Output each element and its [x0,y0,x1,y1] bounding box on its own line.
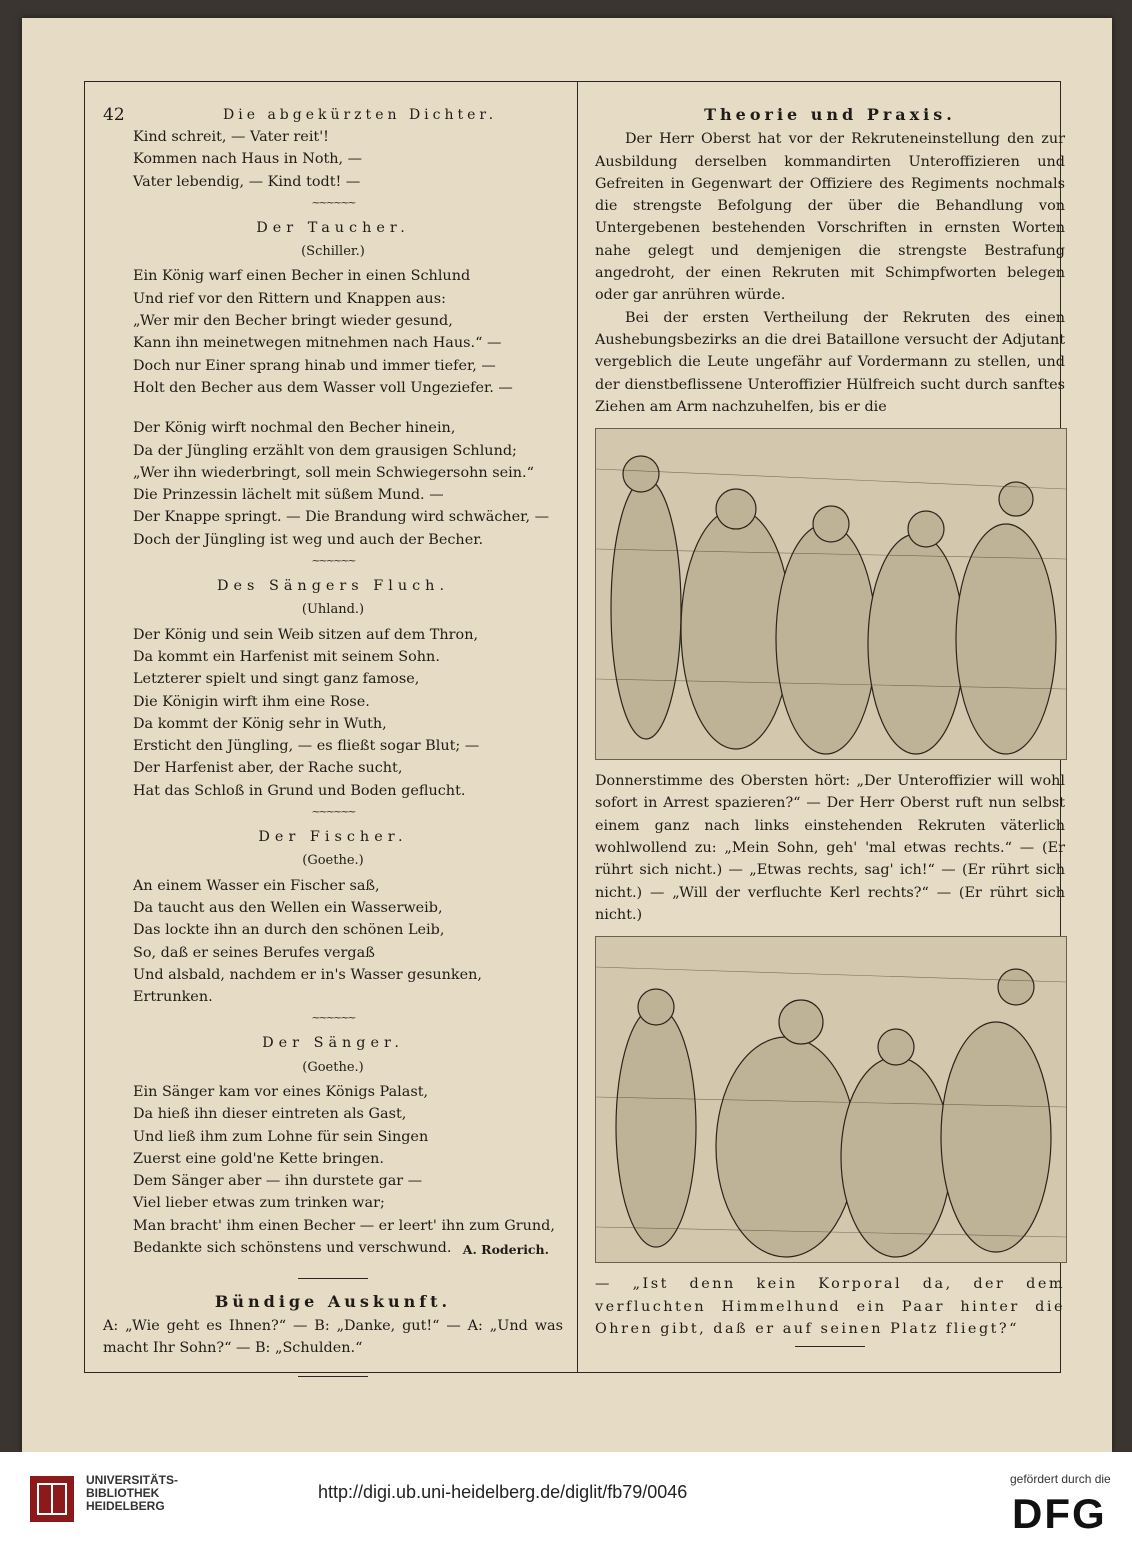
verse-line: Ersticht den Jüngling, — es fließt sogar Blut; — [133,738,480,755]
verse-line: „Wer ihn wiederbringt, soll mein Schwiegersohn sein.“ [133,464,534,481]
poem-title: Der Sänger. [262,1035,404,1052]
scanned-page [22,18,1112,1452]
poem-title: Der Taucher. [256,219,410,236]
verse-line: Hat das Schloß in Grund und Boden geflucht. [133,782,466,799]
verse-line: Ertrunken. [133,989,213,1006]
dfg-logo: DFG [1012,1490,1107,1537]
university-name: UNIVERSITÄTS- BIBLIOTHEK HEIDELBERG [86,1473,179,1513]
ornament-divider: ~~~~~~ [311,1011,355,1025]
verse-line: Und ließ ihm zum Lohne für sein Singen [133,1128,429,1145]
ornament-divider: ~~~~~~ [311,195,355,209]
page-header [103,104,563,126]
source-url-link[interactable]: http://digi.ub.uni-heidelberg.de/diglit/fb79/0046 [318,1482,688,1502]
illustration-recruits-lineup [595,428,1067,760]
page-number: 42 [103,105,125,125]
verse-line: Der Harfenist aber, der Rache sucht, [133,760,403,777]
poem-author: (Schiller.) [301,244,365,260]
poem-author: (Uhland.) [301,602,365,618]
verse-line: Doch nur Einer sprang hinab und immer tiefer, — [133,357,496,374]
verse-line: Der König wirft nochmal den Becher hinein, [133,420,456,437]
verse-line: Viel lieber etwas zum trinken war; [133,1195,385,1212]
university-seal-icon [28,1474,76,1524]
illustration-corporal-scene [595,936,1067,1263]
verse-line: Das lockte ihn an durch den schönen Leib, [133,922,445,939]
funding-label: gefördert durch die [1010,1472,1111,1486]
verse-line: Ein König warf einen Becher in einen Schlund [133,268,471,285]
verse-line: Doch der Jüngling ist weg und auch der Becher. [133,531,484,548]
poem-author: (Goethe.) [302,853,364,869]
verse-line: Die Königin wirft ihm eine Rose. [133,693,370,710]
verse-line: Und rief vor den Rittern und Knappen aus: [133,290,446,307]
verse-line: Holt den Becher aus dem Wasser voll Ungeziefer. — [133,379,513,396]
verse-line: Da hieß ihn dieser eintreten als Gast, [133,1106,407,1123]
verse-line: Die Prinzessin lächelt mit süßem Mund. — [133,487,444,504]
verse-line: Vater lebendig, — Kind todt! — [133,173,361,190]
verse-line: Kommen nach Haus in Noth, — [133,151,363,168]
verse-line: Der Knappe springt. — Die Brandung wird schwächer, — [133,509,550,526]
footer-bar [0,1452,1132,1543]
verse-line: Dem Sänger aber — ihn durstete gar — [133,1173,423,1190]
verse-line: „Wer mir den Becher bringt wieder gesund, [133,313,453,330]
verse-line: Letzterer spielt und singt ganz famose, [133,671,420,688]
verse-line: Ein Sänger kam vor eines Königs Palast, [133,1083,429,1100]
ornament-divider: ~~~~~~ [311,554,355,568]
section-rule [795,1346,865,1347]
verse-line: Kann ihn meinetwegen mitnehmen nach Haus.“ — [133,335,502,352]
article-paragraph: Donnerstimme des Obersten hört: „Der Unteroffizier will wohl sofort in Arrest spazieren?“ — Der Herr Oberst ruft nun selbst einem ganz nach links einstehenden Rekruten väterlich wohlwollend zu: „Mein Sohn, geh' 'mal etwas rechts.“ — (Er rührt sich nicht.) — „Etwas rechts, sag' ich!“ — (Er rührt sich nicht.) — „Will der verfluchte Kerl rechts?“ — (Er rührt sich nicht.) [595,773,1065,923]
verse-line: Bedankte sich schönstens und verschwund. [133,1240,452,1257]
article-paragraph: Der Herr Oberst hat vor der Rekruteneinstellung den zur Ausbildung derselben kommandirten Unteroffizieren und Gefreiten in Gegenwart der Offiziere des Regiments nochmals die strengste Befolgung der über die Behandlung von Untergebenen bestehenden Vorschriften in ernsten Worten nahe gelegt und demjenigen die strengste Bestrafung angedroht, der einen Rekruten mit Schimpfworten belegen oder gar anrühren würde. [595,131,1065,304]
verse-line: Man bracht' ihm einen Becher — er leert' ihn zum Grund, [133,1217,555,1234]
section-rule [298,1278,368,1279]
verse-line: Da taucht aus den Wellen ein Wasserweib, [133,899,443,916]
column-divider [577,82,578,1372]
poem-title: Der Fischer. [258,829,408,846]
left-column [103,104,563,1389]
verse-line: An einem Wasser ein Fischer saß, [133,877,380,894]
author-signature: A. Roderich. [462,1242,549,1258]
verse-line: Zuerst eine gold'ne Kette bringen. [133,1150,384,1167]
page-frame [84,81,1065,1373]
article-title: Theorie und Praxis. [704,105,956,124]
section-title: Bündige Auskunft. [214,1291,452,1311]
poem-title: Des Sängers Fluch. [216,578,450,595]
section-rule [298,1376,368,1377]
verse-line: Da der Jüngling erzählt von dem grausigen Schlund; [133,442,517,459]
running-title: Die abgekürzten Dichter. [223,107,498,123]
poem-author: (Goethe.) [302,1059,364,1075]
verse-line: So, daß er seines Berufes vergaß [133,944,375,961]
verse-line: Der König und sein Weib sitzen auf dem Thron, [133,626,479,643]
anecdote-text: A: „Wie geht es Ihnen?“ — B: „Danke, gut!“ — A: „Und was macht Ihr Sohn?“ — B: „Schulden.“ [103,1317,563,1357]
verse-line: Kind schreit, — Vater reit'! [133,129,329,145]
verse-line: Da kommt ein Harfenist mit seinem Sohn. [133,648,440,665]
article-paragraph: Bei der ersten Vertheilung der Rekruten des einen Aushebungsbezirks an die drei Bataillone versucht der Adjutant vergeblich die Leute ungefähr auf Vordermann zu stellen, und der dienstbeflissene Unteroffizier Hülfreich sucht durch sanftes Ziehen am Arm nachzuhelfen, bis er die [595,309,1065,415]
right-column [595,104,1065,1359]
ornament-divider: ~~~~~~ [311,805,355,819]
verse-line: Und alsbald, nachdem er in's Wasser gesunken, [133,966,482,983]
article-paragraph: — „Ist denn kein Korporal da, der dem verfluchten Himmelhund ein Paar hinter die Ohren gibt, daß er auf seinen Platz fliegt?“ [595,1276,1065,1337]
verse-line: Da kommt der König sehr in Wuth, [133,715,387,732]
